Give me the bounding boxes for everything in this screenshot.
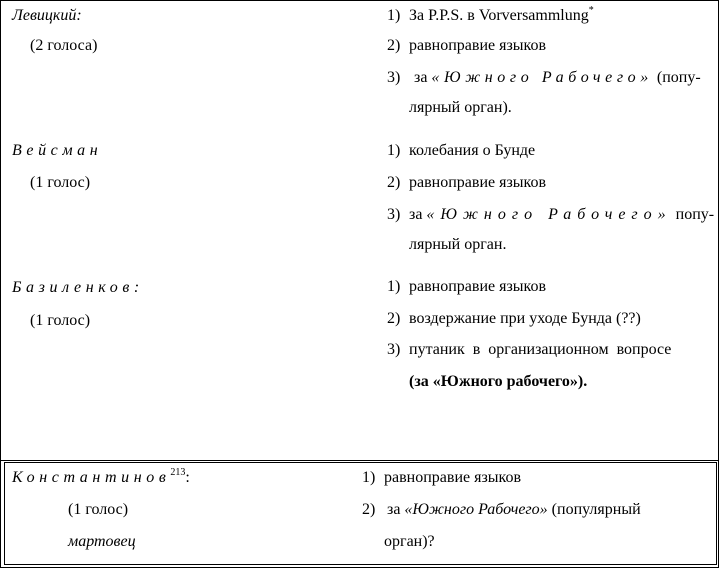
item-text: колебания о Бунде [409, 142, 536, 159]
item-text: равноправие языков [409, 278, 547, 295]
delegate-name: Базиленков: [12, 279, 144, 296]
list-item-continued: (за «Южного рабочего»). [409, 373, 588, 390]
item-text: воздержание при уходе Бунда (??) [409, 310, 641, 327]
item-text: путаник в организационном вопросе [409, 341, 672, 358]
list-item [387, 70, 701, 86]
item-text: За P.P.S. в Vorversammlung [409, 7, 589, 24]
list-item [387, 342, 671, 358]
item-text: равноправие языков [409, 174, 547, 191]
item-number: 2) [387, 37, 401, 54]
item-number: 2) [362, 501, 376, 518]
newspaper-title: «Южного Рабочего» [426, 206, 672, 223]
colon: : [185, 469, 190, 486]
divider [0, 460, 719, 461]
item-text: равноправие языков [409, 37, 547, 54]
item-text: за [387, 501, 405, 518]
newspaper-title: «Южного Рабочего» [431, 69, 653, 86]
vote-count: (1 голос) [30, 174, 91, 191]
item-number: 3) [387, 69, 401, 86]
footnote-marker: 213 [170, 467, 186, 478]
list-item [387, 311, 641, 327]
item-text: за [409, 206, 427, 223]
list-item-continued: лярный орган. [409, 236, 507, 253]
item-text: (популярный [547, 501, 641, 518]
list-item [362, 502, 641, 518]
list-item [362, 470, 521, 486]
item-text: попу- [671, 206, 715, 223]
delegate-name-group [12, 467, 190, 486]
item-text: за [414, 69, 432, 86]
footnote-marker: * [588, 5, 594, 16]
delegate-name: Вейсман [12, 142, 103, 159]
vote-count: (1 голос) [68, 501, 129, 518]
item-text: (попу- [652, 69, 701, 86]
item-number: 1) [387, 278, 401, 295]
item-number: 2) [387, 174, 401, 191]
item-number: 2) [387, 310, 401, 327]
item-number: 3) [387, 341, 401, 358]
list-item [387, 38, 546, 54]
list-item [387, 5, 594, 24]
list-item-continued: орган)? [384, 533, 435, 550]
faction-note: мартовец [68, 533, 136, 550]
newspaper-title: «Южного Рабочего» [404, 501, 548, 518]
vote-count: (1 голос) [30, 312, 91, 329]
list-item [387, 207, 714, 223]
delegate-name: Константинов [12, 469, 171, 486]
list-item-continued: лярный орган). [409, 99, 512, 116]
item-number: 1) [362, 469, 376, 486]
list-item [387, 279, 546, 295]
item-number: 3) [387, 206, 401, 223]
item-number: 1) [387, 7, 401, 24]
delegate-name: Левицкий: [12, 7, 82, 24]
list-item [387, 175, 546, 191]
vote-count: (2 голоса) [30, 37, 98, 54]
item-text: равноправие языков [384, 469, 522, 486]
list-item [387, 143, 535, 159]
item-number: 1) [387, 142, 401, 159]
